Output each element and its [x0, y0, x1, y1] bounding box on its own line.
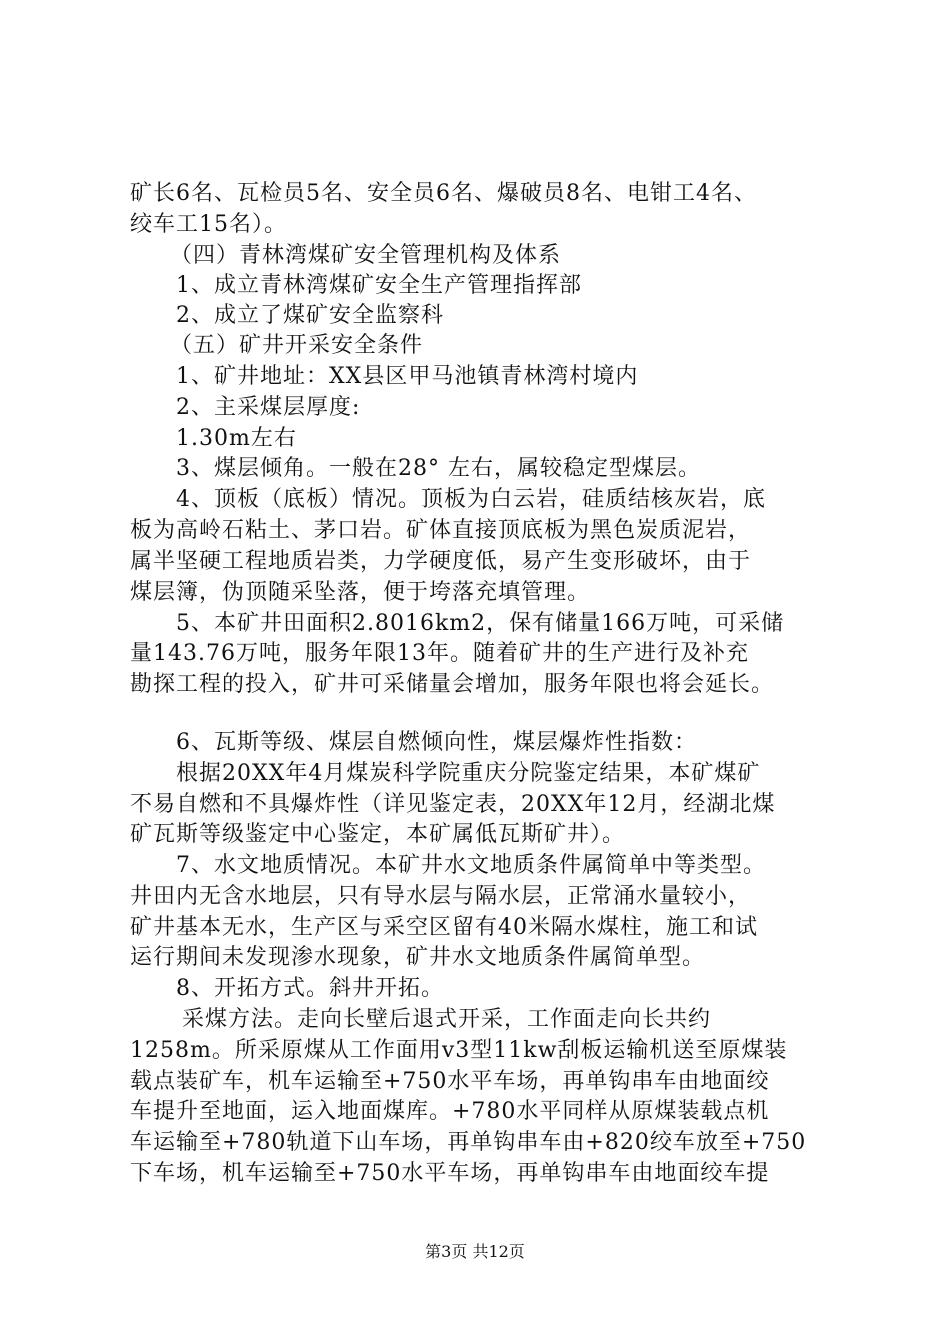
- text-line: 下车场，机车运输至+750水平车场，再单钩串车由地面绞车提: [130, 1161, 770, 1186]
- text-line: 1、成立青林湾煤矿安全生产管理指挥部: [176, 273, 582, 298]
- text-line: 勘探工程的投入，矿井可采储量会增加，服务年限也将会延长。: [130, 672, 775, 697]
- text-line: 井田内无含水地层，只有导水层与隔水层，正常涌水量较小，: [130, 884, 752, 909]
- text-line: 6、瓦斯等级、煤层自燃倾向性，煤层爆炸性指数：: [176, 730, 697, 755]
- text-line: 1258m。所采原煤从工作面用v3型11kw刮板运输机送至原煤装: [130, 1038, 788, 1063]
- text-line: 运行期间未发现渗水现象，矿井水文地质条件属简单型。: [130, 945, 706, 970]
- text-line: 矿井基本无水，生产区与采空区留有40米隔水煤柱，施工和试: [130, 915, 758, 940]
- text-line: 板为高岭石粘土、茅口岩。矿体直接顶底板为黑色炭质泥岩，: [130, 518, 752, 543]
- text-line: 7、水文地质情况。本矿井水文地质条件属简单中等类型。: [176, 853, 766, 878]
- text-line: 矿长6名、瓦检员5名、安全员6名、爆破员8名、电钳工4名、: [130, 181, 757, 206]
- text-line: 5、本矿井田面积2.8016km2，保有储量166万吨，可采储: [176, 611, 785, 636]
- text-line: 采煤方法。走向长壁后退式开采，工作面走向长共约: [182, 1007, 712, 1032]
- text-line: 属半坚硬工程地质岩类，力学硬度低，易产生变形破坏，由于: [130, 549, 752, 574]
- text-line: 量143.76万吨，服务年限13年。随着矿井的生产进行及补充: [130, 641, 749, 666]
- text-line: 1、矿井地址：XX县区甲马池镇青林湾村境内: [176, 364, 639, 389]
- section-heading: （五）矿井开采安全条件: [170, 333, 424, 358]
- text-line: 1.30m左右: [176, 426, 297, 451]
- text-line: 2、成立了煤矿安全监察科: [176, 303, 444, 328]
- text-line: 煤层簿，伪顶随采坠落，便于垮落充填管理。: [130, 580, 591, 605]
- section-heading: （四）青林湾煤矿安全管理机构及体系: [170, 243, 562, 268]
- text-line: 载点装矿车，机车运输至+750水平车场，再单钩串车由地面绞: [130, 1069, 770, 1094]
- text-line: 4、顶板（底板）情况。顶板为白云岩，硅质结核灰岩，底: [176, 487, 766, 512]
- text-line: 根据20XX年4月煤炭科学院重庆分院鉴定结果，本矿煤矿: [176, 761, 761, 786]
- page-number-footer: 第3页 共12页: [425, 1242, 525, 1261]
- text-line: 2、主采煤层厚度:: [176, 395, 361, 420]
- text-line: 不易自燃和不具爆炸性（详见鉴定表，20XX年12月，经湖北煤: [130, 792, 776, 817]
- text-line: 矿瓦斯等级鉴定中心鉴定，本矿属低瓦斯矿井）。: [130, 822, 626, 847]
- text-line: 绞车工15名）。: [130, 212, 287, 237]
- text-line: 车运输至+780轨道下山车场，再单钩串车由+820绞车放至+750: [130, 1130, 807, 1155]
- text-line: 3、煤层倾角。一般在28° 左右，属较稳定型煤层。: [176, 456, 701, 481]
- text-line: 8、开拓方式。斜井开拓。: [176, 976, 444, 1001]
- text-line: 车提升至地面，运入地面煤库。+780水平同样从原煤装载点机: [130, 1099, 770, 1124]
